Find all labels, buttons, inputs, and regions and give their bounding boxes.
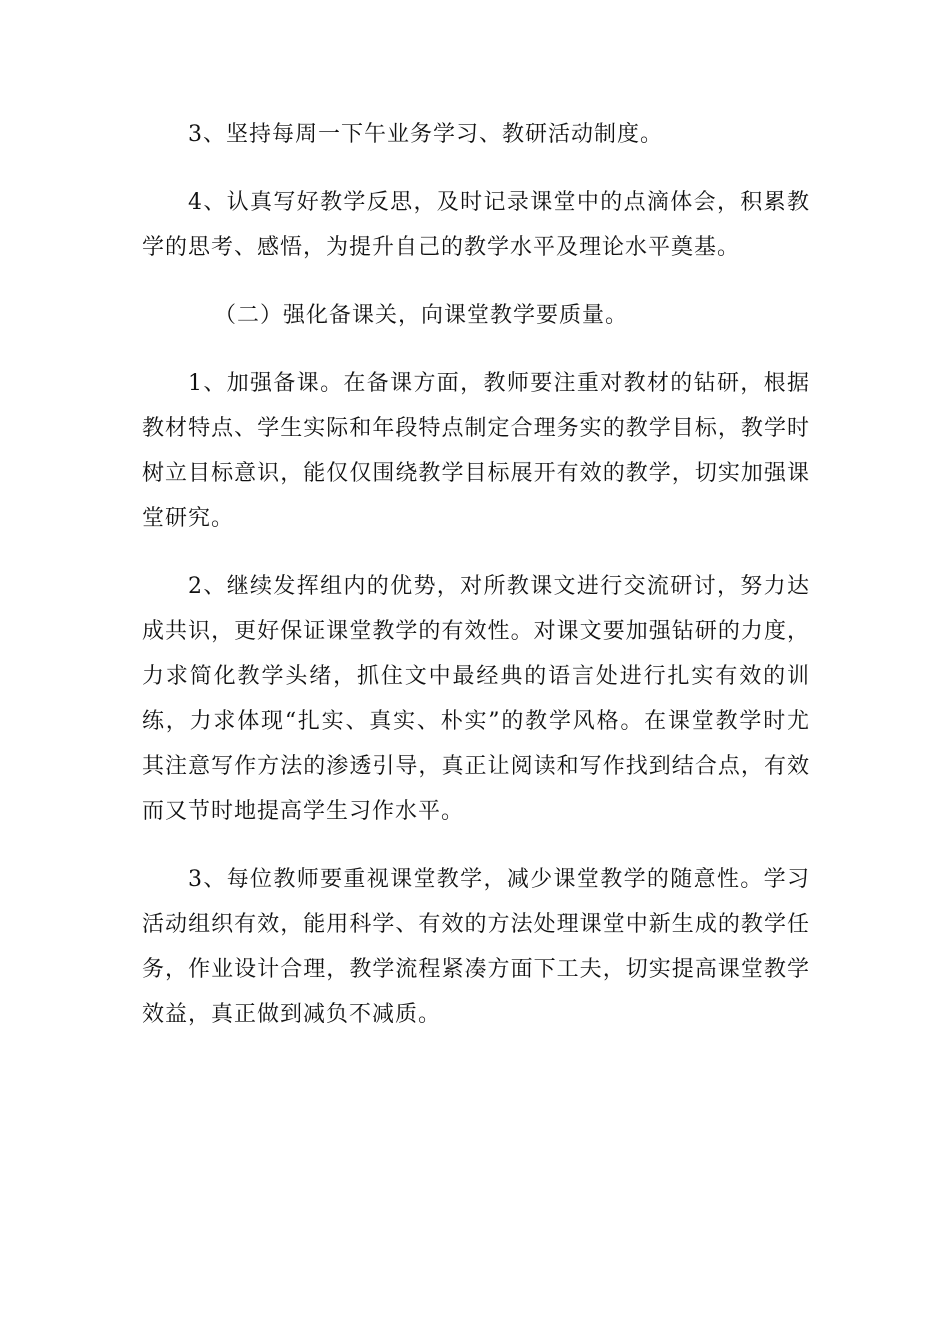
paragraph-item-2-group-advantage: 2、继续发挥组内的优势，对所教课文进行交流研讨，努力达成共识，更好保证课堂教学的有效性。对课文要加强钻研的力度，力求简化教学头绪，抓住文中最经典的语言处进行扎实有效的训练，力求体现“扎实、真实、朴实”的教学风格。在课堂教学时尤其注意写作方法的渗透引导，真正让阅读和写作找到结合点，有效而又节时地提高学生习作水平。 [142, 574, 810, 824]
paragraph-item-3-classroom-teaching: 3、每位教师要重视课堂教学，减少课堂教学的随意性。学习活动组织有效，能用科学、有效的方法处理课堂中新生成的教学任务，作业设计合理，教学流程紧凑方面下工夫，切实提高课堂教学效益，真正做到减负不减质。 [142, 867, 810, 1027]
section-heading-lesson-preparation: （二）强化备课关，向课堂教学要质量。 [214, 303, 629, 328]
paragraph-item-3-weekly-study: 3、坚持每周一下午业务学习、教研活动制度。 [188, 122, 663, 147]
paragraph-item-1-strengthen-preparation: 1、加强备课。在备课方面，教师要注重对教材的钻研，根据教材特点、学生实际和年段特点制定合理务实的教学目标，教学时树立目标意识，能仅仅围绕教学目标展开有效的教学，切实加强课堂研究。 [142, 371, 810, 531]
paragraph-item-4-teaching-reflection: 4、认真写好教学反思，及时记录课堂中的点滴体会，积累教学的思考、感悟，为提升自己的教学水平及理论水平奠基。 [142, 190, 810, 260]
document-body [142, 112, 810, 1060]
